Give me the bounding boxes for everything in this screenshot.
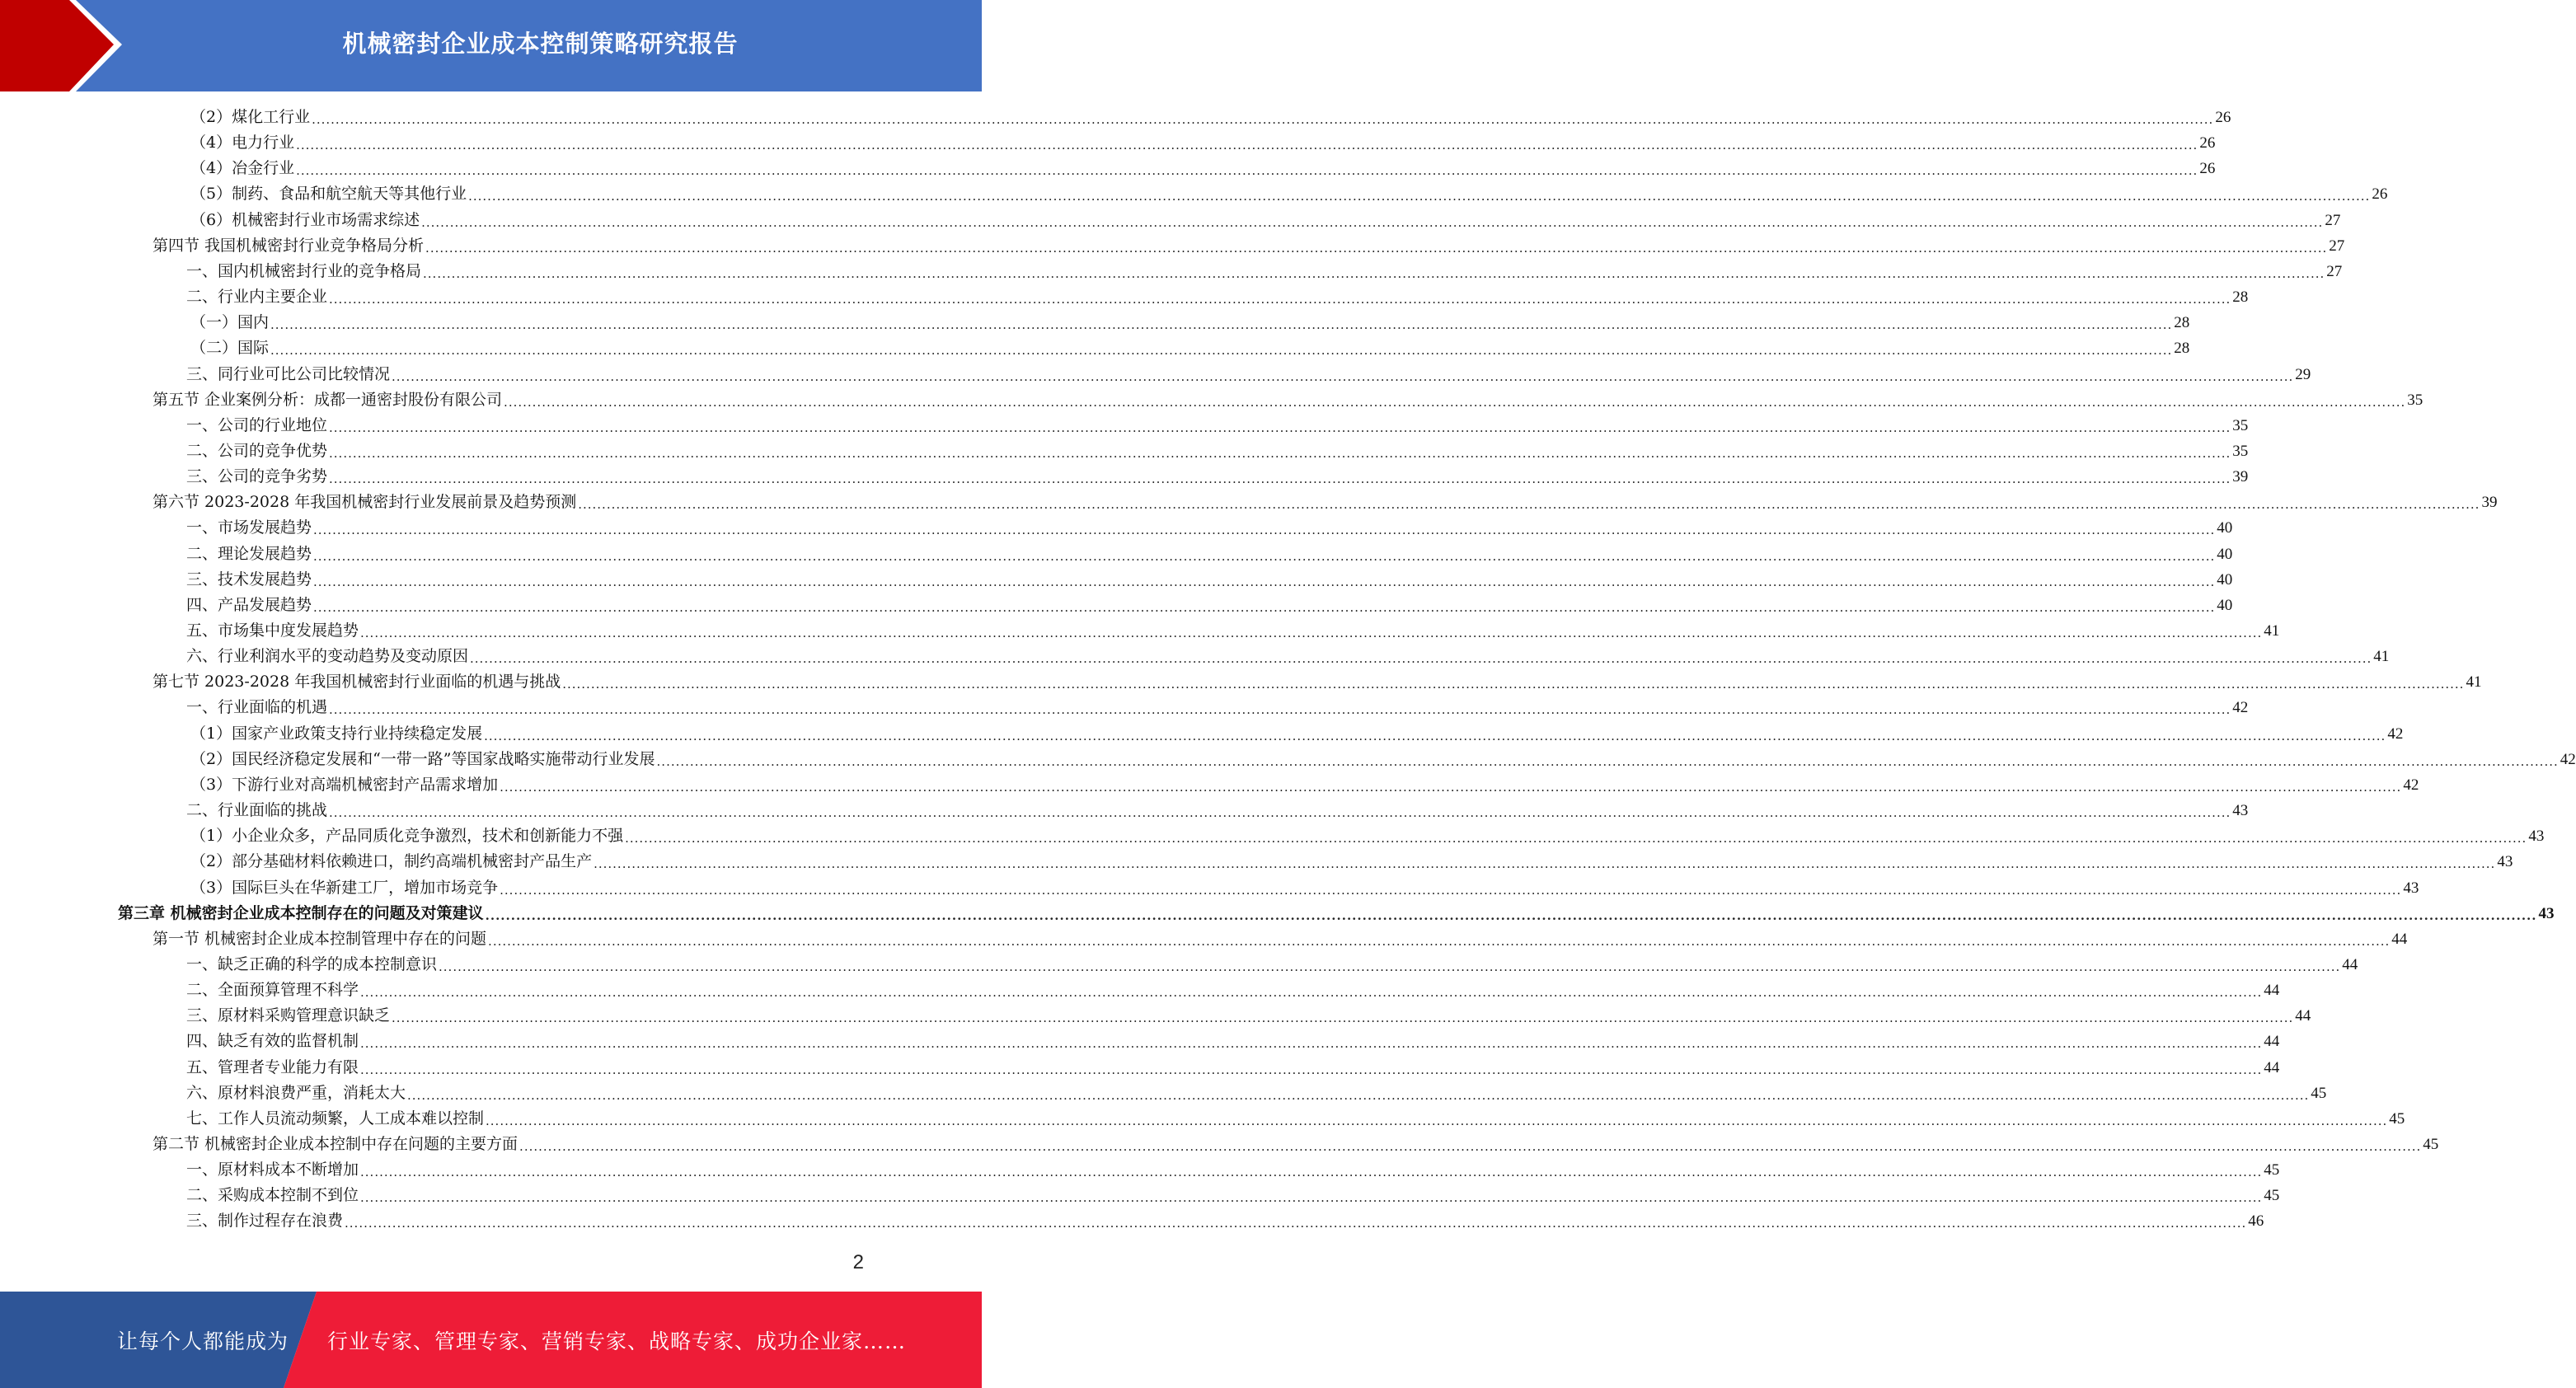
toc-entry-page: 43 — [2232, 802, 2249, 819]
toc-entry-page: 42 — [2387, 725, 2404, 743]
toc-dot-leader: ................................................................................................................................................................................................................................................................................................................................................................................................................ — [329, 446, 2231, 461]
toc-dot-leader: ................................................................................................................................................................................................................................................................................................................................................................................................................ — [468, 189, 2371, 204]
toc-entry-page: 45 — [2264, 1161, 2280, 1179]
toc-entry[interactable] — [186, 618, 2280, 644]
toc-entry-page: 40 — [2217, 546, 2233, 563]
toc-entry-page: 28 — [2232, 288, 2249, 306]
toc-entry[interactable] — [152, 669, 2482, 695]
toc-entry-title: 一、行业面临的机遇 — [186, 698, 328, 716]
toc-entry[interactable] — [186, 259, 2343, 284]
toc-entry-page: 43 — [2538, 905, 2555, 922]
toc-dot-leader: ................................................................................................................................................................................................................................................................................................................................................................................................................ — [313, 523, 2216, 537]
toc-dot-leader: ................................................................................................................................................................................................................................................................................................................................................................................................................ — [360, 1190, 2263, 1205]
toc-entry-title: 三、公司的竞争劣势 — [186, 467, 328, 485]
footer-slogan-left: 让每个人都能成为 — [117, 1329, 289, 1353]
toc-entry-page: 35 — [2232, 443, 2249, 460]
toc-dot-leader: ................................................................................................................................................................................................................................................................................................................................................................................................................ — [486, 1114, 2388, 1128]
toc-entry-page: 45 — [2264, 1187, 2280, 1204]
toc-entry[interactable] — [190, 156, 2216, 181]
toc-entry[interactable] — [186, 1003, 2311, 1029]
toc-dot-leader: ................................................................................................................................................................................................................................................................................................................................................................................................................ — [329, 292, 2231, 307]
toc-dot-leader: ................................................................................................................................................................................................................................................................................................................................................................................................................ — [329, 805, 2231, 820]
toc-entry-title: 第七节 2023-2028 年我国机械密封行业面临的机遇与挑战 — [152, 673, 561, 691]
toc-dot-leader: ................................................................................................................................................................................................................................................................................................................................................................................................................ — [360, 1036, 2263, 1051]
toc-entry-page: 44 — [2264, 982, 2280, 999]
toc-entry-title: 第一节 机械密封企业成本控制管理中存在的问题 — [152, 930, 487, 948]
toc-entry[interactable] — [186, 1106, 2405, 1132]
toc-entry-page: 41 — [2264, 622, 2280, 640]
toc-entry-title: 五、市场集中度发展趋势 — [186, 621, 359, 640]
toc-entry-title: 二、采购成本控制不到位 — [186, 1186, 359, 1204]
toc-dot-leader: ................................................................................................................................................................................................................................................................................................................................................................................................................ — [270, 317, 2173, 332]
toc-dot-leader: ................................................................................................................................................................................................................................................................................................................................................................................................................ — [296, 163, 2198, 178]
toc-entry-title: （二）国际 — [190, 339, 270, 357]
toc-dot-leader: ................................................................................................................................................................................................................................................................................................................................................................................................................ — [360, 626, 2263, 640]
toc-entry[interactable] — [186, 515, 2233, 541]
toc-entry[interactable] — [190, 875, 2419, 901]
toc-dot-leader: ................................................................................................................................................................................................................................................................................................................................................................................................................ — [578, 497, 2480, 512]
toc-dot-leader: ................................................................................................................................................................................................................................................................................................................................................................................................................ — [329, 471, 2231, 486]
toc-entry[interactable] — [186, 438, 2249, 464]
toc-entry[interactable] — [186, 1081, 2327, 1106]
toc-entry-title: 一、国内机械密封行业的竞争格局 — [186, 262, 422, 280]
toc-entry[interactable] — [190, 335, 2190, 361]
toc-entry-page: 44 — [2264, 1033, 2280, 1050]
toc-entry-title: （2）煤化工行业 — [190, 108, 311, 126]
toc-entry[interactable] — [186, 695, 2249, 720]
toc-entry-title: 三、同行业可比公司比较情况 — [186, 365, 391, 383]
toc-dot-leader: ................................................................................................................................................................................................................................................................................................................................................................................................................ — [360, 1165, 2263, 1179]
toc-entry-page: 42 — [2560, 751, 2576, 768]
toc-dot-leader: ................................................................................................................................................................................................................................................................................................................................................................................................................ — [312, 112, 2214, 127]
toc-entry-page: 41 — [2466, 673, 2482, 691]
toc-entry-page: 42 — [2232, 699, 2249, 716]
toc-entry-title: （1）国家产业政策支持行业持续稳定发展 — [190, 724, 483, 743]
report-title: 机械密封企业成本控制策略研究报告 — [342, 29, 739, 58]
toc-dot-leader: ................................................................................................................................................................................................................................................................................................................................................................................................................ — [562, 677, 2465, 692]
toc-entry-title: 第五节 企业案例分析：成都一通密封股份有限公司 — [152, 391, 503, 409]
toc-entry-page: 35 — [2407, 392, 2424, 409]
toc-entry[interactable] — [152, 387, 2424, 413]
toc-entry-title: 六、行业利润水平的变动趋势及变动原因 — [186, 647, 469, 665]
toc-entry-title: 四、产品发展趋势 — [186, 596, 312, 614]
toc-entry-title: 一、原材料成本不断增加 — [186, 1161, 359, 1179]
toc-entry[interactable] — [186, 1055, 2280, 1081]
toc-entry-page: 44 — [2295, 1007, 2311, 1025]
toc-entry[interactable] — [190, 747, 2576, 772]
toc-entry-title: （4）电力行业 — [190, 134, 295, 152]
toc-dot-leader: ................................................................................................................................................................................................................................................................................................................................................................................................................ — [594, 856, 2496, 871]
toc-entry[interactable] — [186, 1208, 2264, 1234]
toc-entry-page: 26 — [2215, 109, 2231, 126]
toc-entry[interactable] — [186, 464, 2249, 490]
toc-entry-page: 26 — [2372, 185, 2388, 203]
toc-dot-leader: ................................................................................................................................................................................................................................................................................................................................................................................................................ — [313, 549, 2216, 564]
toc-entry[interactable] — [190, 849, 2513, 875]
toc-dot-leader: ................................................................................................................................................................................................................................................................................................................................................................................................................ — [625, 831, 2527, 846]
toc-entry-page: 28 — [2174, 340, 2190, 357]
toc-entry[interactable] — [186, 1183, 2280, 1208]
toc-dot-leader: ................................................................................................................................................................................................................................................................................................................................................................................................................ — [470, 651, 2372, 666]
toc-dot-leader: ................................................................................................................................................................................................................................................................................................................................................................................................................ — [345, 1216, 2247, 1231]
page-footer — [0, 1292, 982, 1388]
toc-entry-page: 40 — [2217, 571, 2233, 588]
toc-entry[interactable] — [152, 233, 2345, 259]
toc-entry-title: （5）制药、食品和航空航天等其他行业 — [190, 185, 467, 203]
toc-entry[interactable] — [186, 798, 2249, 823]
toc-entry[interactable] — [190, 181, 2388, 207]
toc-entry[interactable] — [190, 823, 2545, 849]
toc-dot-leader: ................................................................................................................................................................................................................................................................................................................................................................................................................ — [484, 729, 2386, 743]
toc-entry-page: 45 — [2389, 1110, 2405, 1128]
toc-entry-page: 43 — [2528, 828, 2545, 845]
toc-entry-title: （6）机械密封行业市场需求综述 — [190, 211, 420, 229]
toc-entry-title: 二、行业面临的挑战 — [186, 801, 328, 819]
toc-entry-page: 26 — [2199, 160, 2216, 177]
toc-entry-title: （一）国内 — [190, 313, 270, 331]
toc-dot-leader: ................................................................................................................................................................................................................................................................................................................................................................................................................ — [392, 1011, 2294, 1025]
toc-entry-page: 35 — [2232, 417, 2249, 434]
toc-entry[interactable] — [186, 567, 2233, 593]
toc-entry[interactable] — [152, 926, 2408, 952]
page-number: 2 — [852, 1251, 864, 1273]
toc-entry-title: 二、行业内主要企业 — [186, 288, 328, 306]
toc-entry[interactable] — [186, 952, 2358, 978]
toc-entry[interactable] — [186, 1157, 2280, 1183]
toc-entry-page: 27 — [2329, 237, 2345, 255]
toc-entry[interactable] — [186, 1029, 2280, 1054]
toc-entry-page: 43 — [2403, 879, 2419, 897]
toc-entry[interactable] — [186, 593, 2233, 618]
toc-dot-leader: ................................................................................................................................................................................................................................................................................................................................................................................................................ — [407, 1088, 2310, 1103]
toc-entry-page: 42 — [2403, 776, 2419, 794]
toc-entry-title: （3）国际巨头在华新建工厂，增加市场竞争 — [190, 879, 499, 897]
toc-entry-title: 三、原材料采购管理意识缺乏 — [186, 1006, 391, 1025]
toc-entry-page: 39 — [2481, 494, 2498, 511]
toc-entry[interactable] — [186, 362, 2311, 387]
toc-entry[interactable] — [190, 721, 2404, 747]
toc-entry[interactable] — [190, 772, 2419, 798]
toc-entry-page: 40 — [2217, 597, 2233, 614]
toc-entry-title: （2）国民经济稳定发展和“一带一路”等国家战略实施带动行业发展 — [190, 750, 655, 768]
toc-entry-title: 二、公司的竞争优势 — [186, 442, 328, 460]
toc-dot-leader: ................................................................................................................................................................................................................................................................................................................................................................................................................ — [270, 343, 2173, 358]
toc-entry-page: 45 — [2311, 1085, 2327, 1102]
toc-entry-page: 27 — [2325, 212, 2341, 229]
toc-entry-page: 41 — [2373, 648, 2390, 665]
toc-entry-page: 28 — [2174, 314, 2190, 331]
toc-entry-title: 第二节 机械密封企业成本控制中存在问题的主要方面 — [152, 1135, 518, 1153]
toc-entry-page: 44 — [2342, 956, 2358, 973]
toc-entry-title: 六、原材料浪费严重，消耗太大 — [186, 1084, 406, 1102]
toc-entry-title: 一、公司的行业地位 — [186, 416, 328, 434]
toc-entry-title: 第六节 2023-2028 年我国机械密封行业发展前景及趋势预测 — [152, 493, 577, 511]
toc-entry-title: 第四节 我国机械密封行业竞争格局分析 — [152, 237, 425, 255]
toc-dot-leader: ................................................................................................................................................................................................................................................................................................................................................................................................................ — [421, 215, 2324, 230]
toc-dot-leader: ................................................................................................................................................................................................................................................................................................................................................................................................................ — [500, 883, 2402, 898]
toc-dot-leader: ................................................................................................................................................................................................................................................................................................................................................................................................................ — [360, 985, 2263, 1000]
toc-entry[interactable] — [186, 284, 2249, 310]
toc-dot-leader: ................................................................................................................................................................................................................................................................................................................................................................................................................ — [313, 600, 2216, 615]
toc-entry-page: 27 — [2326, 263, 2343, 280]
toc-dot-leader: ................................................................................................................................................................................................................................................................................................................................................................................................................ — [519, 1139, 2422, 1154]
toc-entry[interactable] — [190, 208, 2341, 233]
toc-entry[interactable] — [190, 130, 2216, 156]
toc-entry-title: 二、理论发展趋势 — [186, 545, 312, 563]
toc-entry[interactable] — [186, 644, 2390, 669]
footer-slogan-right: 行业专家、管理专家、营销专家、战略专家、成功企业家…… — [327, 1329, 907, 1353]
toc-entry-page: 26 — [2199, 134, 2216, 152]
toc-dot-leader: ................................................................................................................................................................................................................................................................................................................................................................................................................ — [360, 1062, 2263, 1077]
toc-entry-page: 29 — [2295, 366, 2311, 383]
toc-entry-page: 43 — [2497, 853, 2513, 870]
toc-entry-title: 一、缺乏正确的科学的成本控制意识 — [186, 955, 438, 973]
toc-entry-page: 39 — [2232, 468, 2249, 485]
toc-dot-leader: ................................................................................................................................................................................................................................................................................................................................................................................................................ — [425, 241, 2328, 256]
toc-entry[interactable] — [186, 413, 2249, 438]
toc-entry-title: 五、管理者专业能力有限 — [186, 1058, 359, 1076]
toc-entry[interactable] — [186, 978, 2280, 1003]
toc-dot-leader: ................................................................................................................................................................................................................................................................................................................................................................................................................ — [392, 369, 2294, 384]
toc-dot-leader: ................................................................................................................................................................................................................................................................................................................................................................................................................ — [656, 754, 2559, 769]
page-header — [0, 0, 982, 91]
toc-entry-title: 三、制作过程存在浪费 — [186, 1212, 344, 1230]
toc-entry-page: 44 — [2264, 1059, 2280, 1076]
toc-entry-title: 四、缺乏有效的监督机制 — [186, 1032, 359, 1050]
toc-entry-title: 二、全面预算管理不科学 — [186, 981, 359, 999]
toc-dot-leader: ................................................................................................................................................................................................................................................................................................................................................................................................................ — [296, 138, 2198, 152]
toc-entry[interactable] — [190, 105, 2231, 130]
header-chevron-graphic — [0, 0, 132, 91]
toc-entry-title: （1）小企业众多，产品同质化竞争激烈，技术和创新能力不强 — [190, 827, 624, 845]
toc-entry-title: 一、市场发展趋势 — [186, 518, 312, 537]
toc-entry-page: 45 — [2423, 1136, 2439, 1153]
toc-entry-title: 三、技术发展趋势 — [186, 570, 312, 588]
toc-dot-leader: ................................................................................................................................................................................................................................................................................................................................................................................................................ — [329, 702, 2231, 717]
toc-dot-leader: ................................................................................................................................................................................................................................................................................................................................................................................................................ — [329, 420, 2231, 435]
toc-entry[interactable] — [152, 490, 2498, 515]
toc-entry-page: 46 — [2248, 1212, 2264, 1230]
toc-entry-title: （2）部分基础材料依赖进口，制约高端机械密封产品生产 — [190, 852, 593, 870]
toc-entry-page: 40 — [2217, 519, 2233, 537]
toc-dot-leader: ................................................................................................................................................................................................................................................................................................................................................................................................................ — [504, 395, 2406, 410]
toc-entry[interactable] — [190, 310, 2190, 335]
toc-entry-title: （4）冶金行业 — [190, 159, 295, 177]
toc-dot-leader: ................................................................................................................................................................................................................................................................................................................................................................................................................ — [439, 959, 2341, 974]
toc-dot-leader: ................................................................................................................................................................................................................................................................................................................................................................................................................ — [423, 266, 2325, 281]
toc-dot-leader: ................................................................................................................................................................................................................................................................................................................................................................................................................ — [313, 574, 2216, 589]
toc-dot-leader: ................................................................................................................................................................................................................................................................................................................................................................................................................ — [488, 934, 2391, 949]
toc-entry-title: （3）下游行业对高端机械密封产品需求增加 — [190, 776, 499, 794]
toc-entry[interactable] — [152, 1132, 2439, 1157]
toc-entry-page: 44 — [2391, 931, 2408, 948]
toc-entry-title: 七、工作人员流动频繁，人工成本难以控制 — [186, 1109, 485, 1128]
toc-dot-leader: ................................................................................................................................................................................................................................................................................................................................................................................................................ — [500, 780, 2402, 795]
toc-entry[interactable] — [186, 542, 2233, 567]
toc-dot-leader: ................................................................................................................................................................................................................................................................................................................................................................................................................ — [485, 908, 2537, 923]
toc-entry[interactable] — [118, 901, 2555, 926]
toc-entry-title: 第三章 机械密封企业成本控制存在的问题及对策建议 — [118, 904, 484, 922]
